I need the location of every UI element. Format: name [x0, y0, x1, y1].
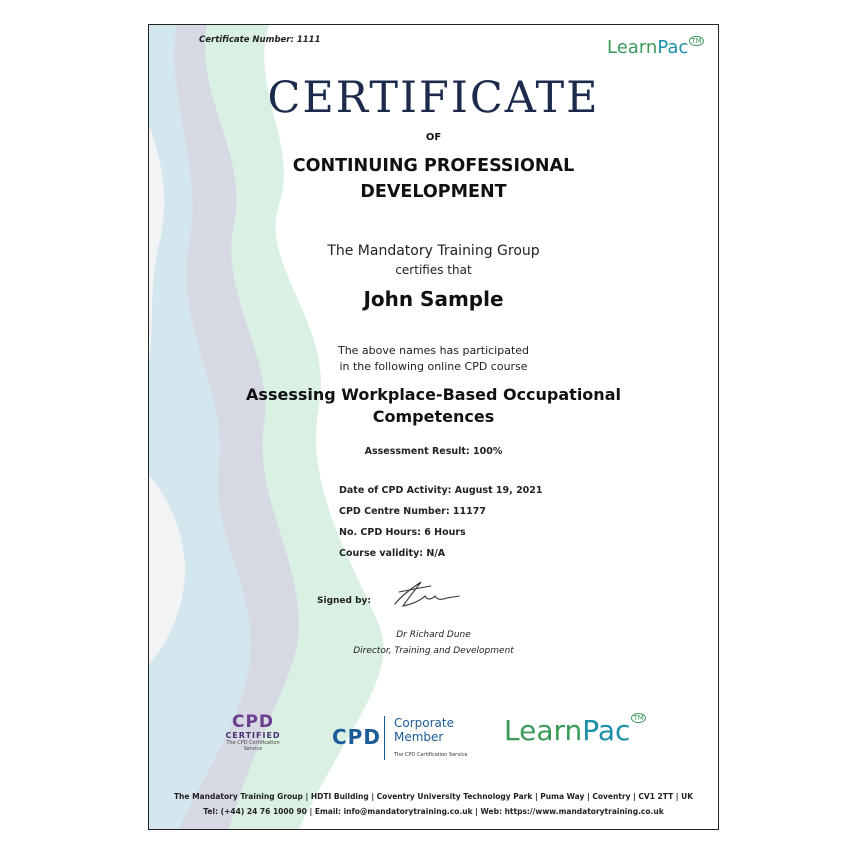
- cpd-member-mark: CPD: [332, 725, 381, 749]
- certificate-number: Certificate Number: 1111: [199, 35, 321, 45]
- certificate-subtitle: [149, 153, 718, 205]
- participated-line2: in the following online CPD course: [339, 360, 528, 373]
- course-line1: Assessing Workplace-Based Occupational: [246, 385, 621, 404]
- participation-statement: [149, 343, 718, 375]
- footer-contact-details: Tel: (+44) 24 76 1000 90 | Email: info@mandatorytraining.co.uk | Web: https://www.mandatorytraining.co.uk: [203, 807, 664, 816]
- signer-block: [149, 627, 718, 659]
- signer-name: Dr Richard Dune: [396, 630, 471, 640]
- logo-pac-text-large: Pac: [582, 714, 631, 747]
- learnpac-logo: [607, 37, 704, 58]
- member-label: Member: [394, 730, 444, 744]
- certifies-text: certifies that: [395, 263, 472, 277]
- cpd-centre-number: CPD Centre Number: 11177: [339, 506, 486, 517]
- cpd-certified-badge: [223, 714, 283, 752]
- course-title: [149, 384, 718, 428]
- cpd-certified-label: CERTIFIED: [225, 731, 281, 740]
- signer-title: Director, Training and Development: [353, 646, 514, 656]
- signature-image: [391, 578, 461, 610]
- cpd-activity-date: Date of CPD Activity: August 19, 2021: [339, 485, 543, 496]
- course-validity: Course validity: N/A: [339, 548, 446, 559]
- participated-line1: The above names has participated: [337, 344, 530, 357]
- cpd-member-sub: The CPD Certification Service: [394, 752, 468, 758]
- certificate-page: [148, 24, 719, 830]
- subtitle-line2: DEVELOPMENT: [360, 182, 507, 202]
- course-line2: Competences: [372, 407, 495, 426]
- organisation-name: The Mandatory Training Group: [327, 243, 540, 259]
- certificate-title: CERTIFICATE: [267, 73, 600, 123]
- trademark-icon-large: TM: [633, 714, 644, 722]
- cpd-details: [339, 480, 543, 564]
- corporate-member-text: [394, 716, 484, 744]
- corporate-label: Corporate: [394, 716, 454, 730]
- logo-pac-text: Pac: [657, 37, 689, 58]
- of-label: OF: [425, 132, 442, 143]
- footer-contact: [149, 789, 718, 819]
- footer-address: The Mandatory Training Group | HDTI Building | Coventry University Technology Park | Puma Way | Coventry | CV1 2TT | UK: [173, 792, 694, 801]
- cpd-hours: No. CPD Hours: 6 Hours: [339, 527, 466, 538]
- cpd-certified-sub: The CPD Certification Service: [226, 740, 280, 752]
- signed-by-label: Signed by:: [317, 596, 372, 606]
- assessment-result: Assessment Result: 100%: [364, 446, 503, 457]
- learnpac-logo-large: [504, 714, 646, 747]
- logo-learn-text-large: Learn: [504, 714, 583, 747]
- recipient-name: John Sample: [363, 287, 504, 311]
- logo-learn-text: Learn: [607, 37, 658, 58]
- subtitle-line1: CONTINUING PROFESSIONAL: [292, 156, 575, 176]
- trademark-icon: TM: [691, 37, 702, 45]
- badge-divider: [384, 716, 385, 760]
- cpd-certified-mark: CPD: [231, 712, 275, 732]
